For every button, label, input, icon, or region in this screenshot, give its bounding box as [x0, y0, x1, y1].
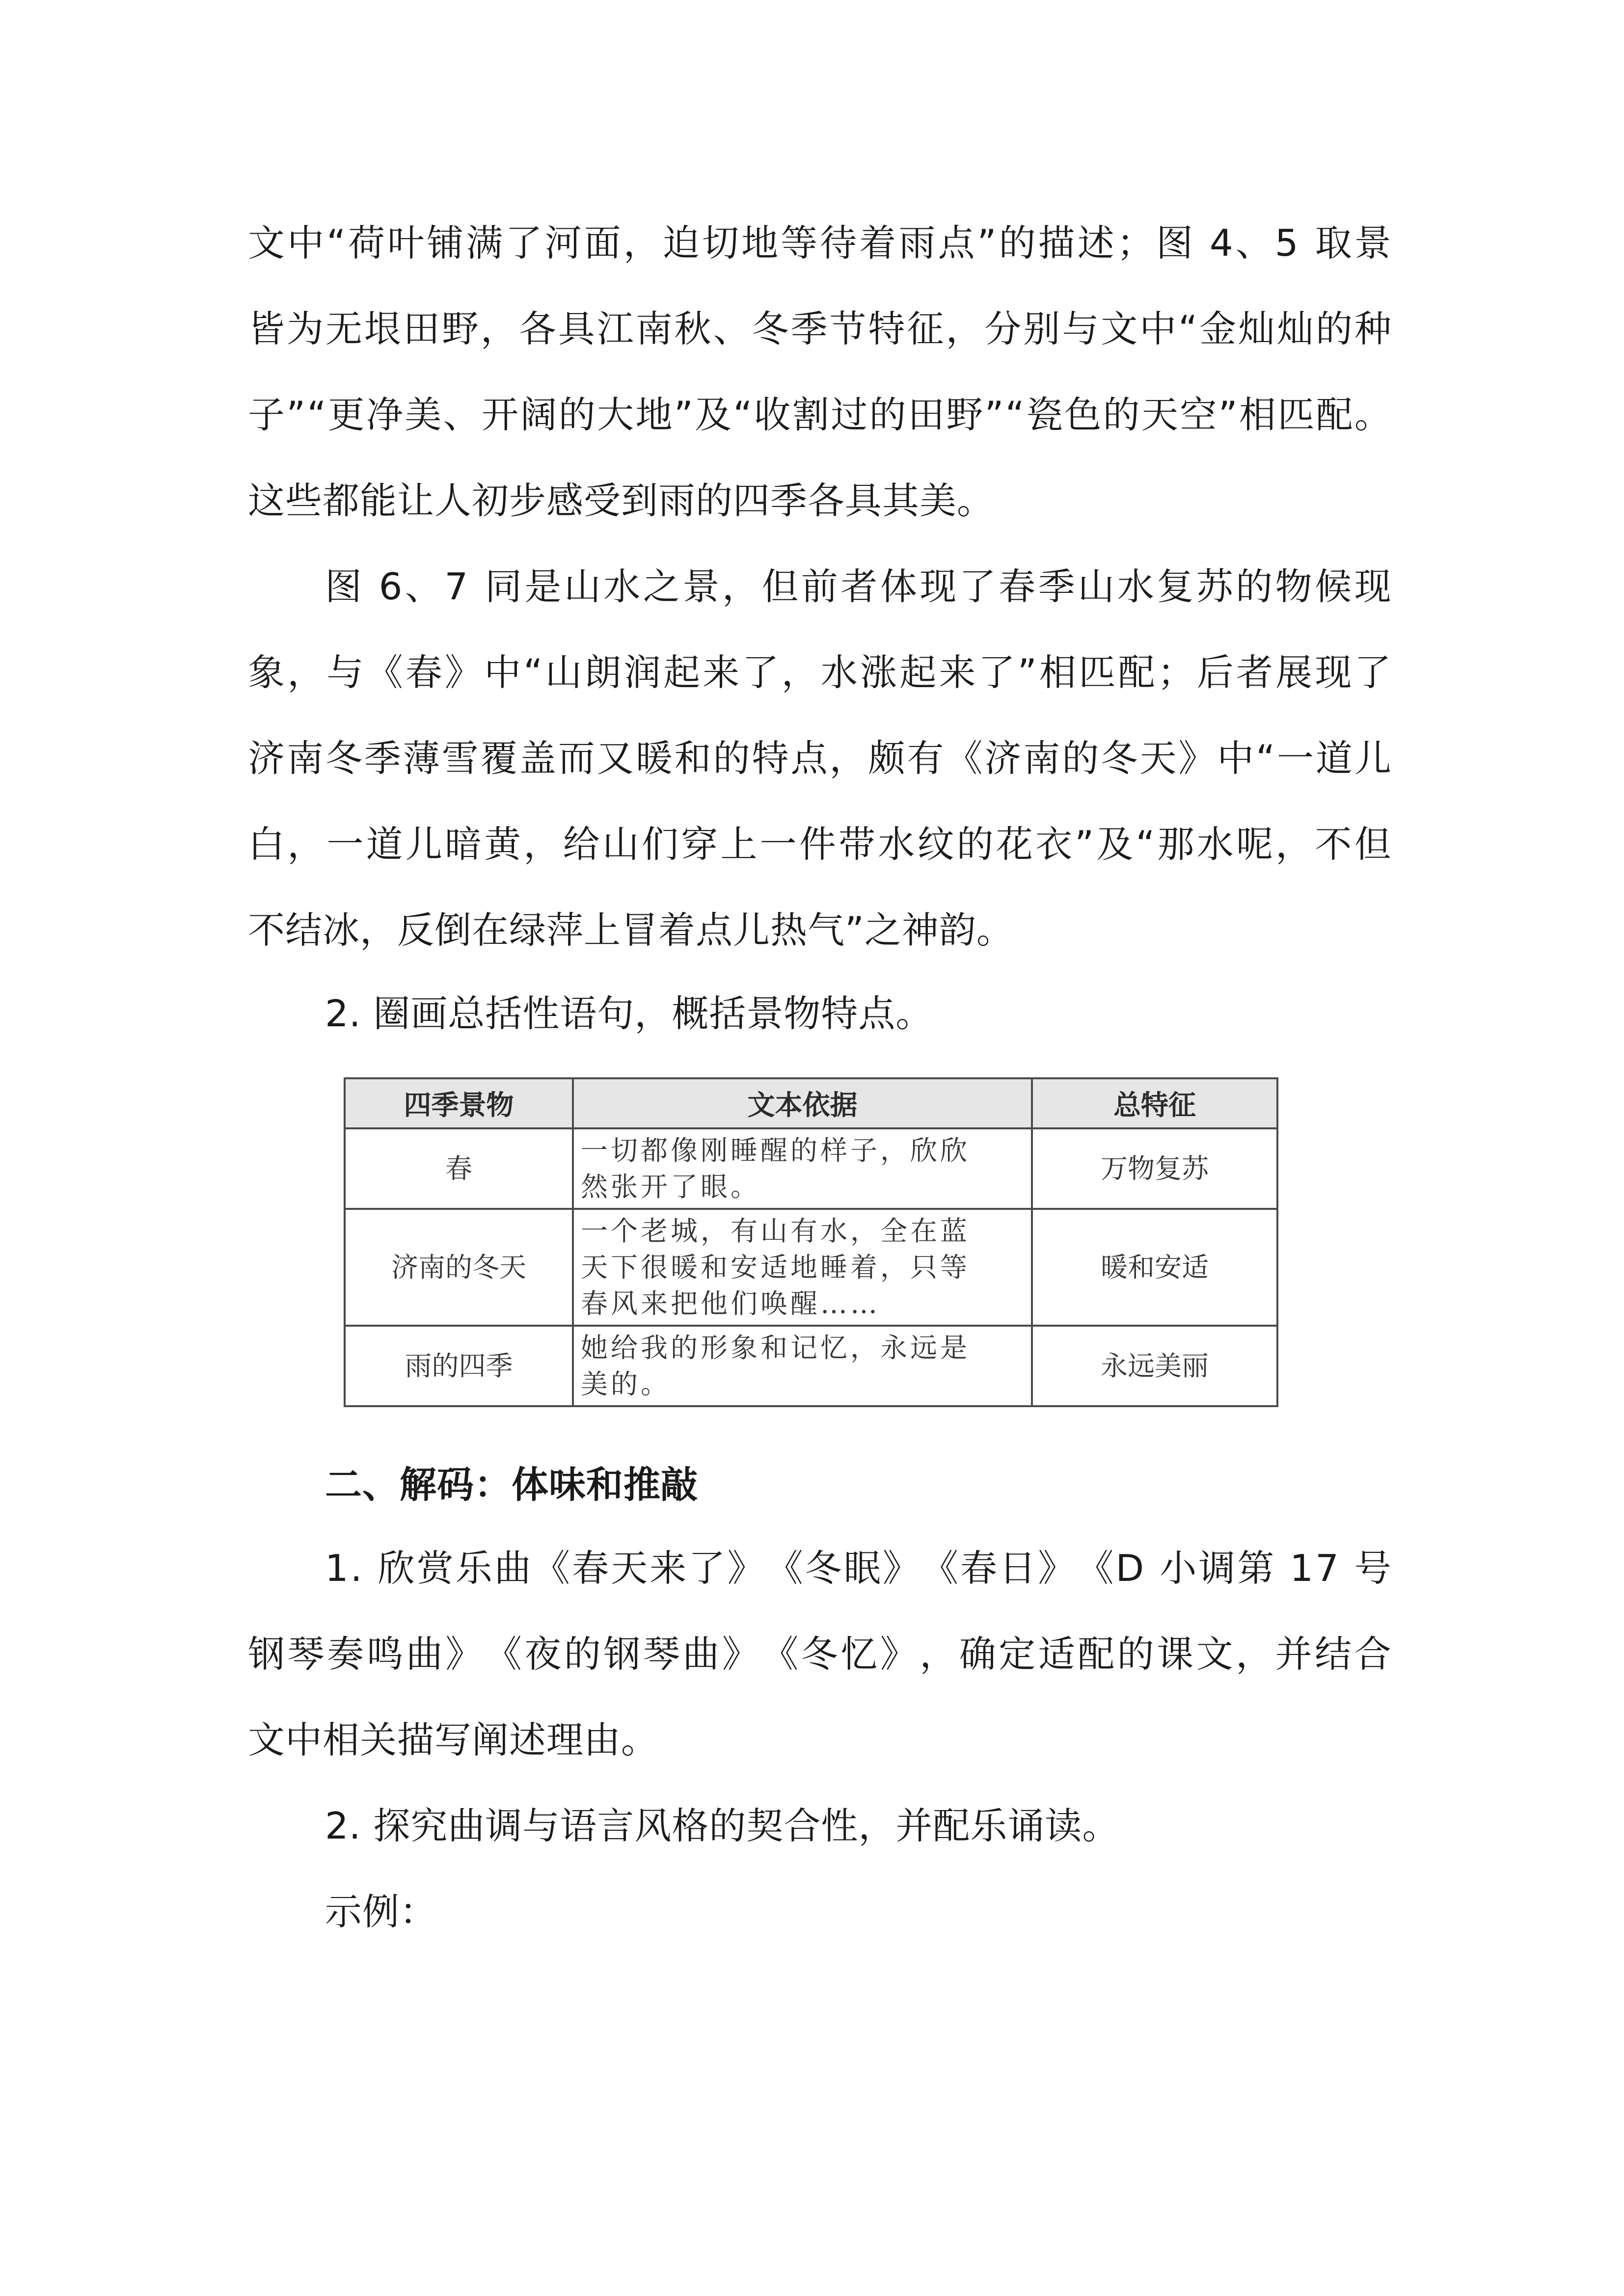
table-header-row: [345, 1078, 1277, 1128]
table-row: [345, 1326, 1277, 1406]
table-row: [345, 1209, 1277, 1326]
table-cell-evidence: [573, 1128, 1032, 1209]
example-label: 示例：: [325, 1890, 437, 1933]
evidence-line: 春风来把他们唤醒……: [581, 1288, 881, 1319]
evidence-line: 天下很暖和安适地睡着，只等: [581, 1252, 971, 1283]
table-header-evidence: 文本依据: [573, 1078, 1032, 1128]
paragraph-line: 象 ， 与 《 春 》 中 “ 山 朗 润 起 来 了 ， 水 涨 起 来 了 ” 相 匹 配 ； 后 者 展 现 了: [248, 651, 1392, 694]
list-item-heading: 2. 圈画总括性语句，概括景物特点。: [325, 992, 933, 1035]
paragraph-line: 这些都能让人初步感受到雨的四季各具其美。: [248, 479, 995, 522]
paragraph-line: 不结冰，反倒在绿萍上冒着点儿热气”之神韵。: [248, 908, 1014, 952]
paragraph-line: 图 6 、 7 同 是 山 水 之 景 ， 但 前 者 体 现 了 春 季 山 水 复 苏 的 物 候 现: [325, 565, 1392, 608]
evidence-line: 然张开了眼。: [581, 1171, 761, 1202]
table-header-feature: 总特征: [1032, 1078, 1277, 1128]
scenery-feature-table: [344, 1077, 1278, 1407]
paragraph-line: 济 南 冬 季 薄 雪 覆 盖 而 又 暖 和 的 特 点 ， 颇 有 《 济 南 的 冬 天 》 中 “ 一 道 儿: [248, 737, 1392, 780]
table-cell-scene: 雨的四季: [345, 1326, 573, 1406]
table-cell-scene: 春: [345, 1128, 573, 1209]
paragraph-line: 1 . 欣 赏 乐 曲 《 春 天 来 了 》 《 冬 眠 》 《 春 日 》 《 D 小 调 第 1 7 号: [325, 1547, 1392, 1590]
paragraph-line: 文 中 “ 荷 叶 铺 满 了 河 面 ， 迫 切 地 等 待 着 雨 点 ” 的 描 述 ； 图 4 、 5 取 景: [248, 221, 1392, 265]
table-cell-evidence: [573, 1209, 1032, 1326]
paragraph-line: 钢 琴 奏 鸣 曲 》 《 夜 的 钢 琴 曲 》 《 冬 忆 》 ， 确 定 适 配 的 课 文 ， 并 结 合: [248, 1632, 1392, 1676]
evidence-line: 美的。: [581, 1368, 671, 1400]
evidence-line: 一个老城，有山有水，全在蓝: [581, 1215, 971, 1247]
paragraph-line: 白 ， 一 道 儿 暗 黄 ， 给 山 们 穿 上 一 件 带 水 纹 的 花 衣 ” 及 “ 那 水 呢 ， 不 但: [248, 823, 1392, 866]
section-title: 二、解码：体味和推敲: [325, 1463, 699, 1506]
table-cell-feature: 永远美丽: [1032, 1326, 1277, 1406]
table-row: [345, 1128, 1277, 1209]
evidence-line: 一切都像刚睡醒的样子，欣欣: [581, 1135, 971, 1166]
paragraph-line: 文中相关描写阐述理由。: [248, 1718, 659, 1762]
table-header-scene: 四季景物: [345, 1078, 573, 1128]
table-cell-feature: 万物复苏: [1032, 1128, 1277, 1209]
paragraph-line: 皆 为 无 垠 田 野 ， 各 具 江 南 秋 、 冬 季 节 特 征 ， 分 别 与 文 中 “ 金 灿 灿 的 种: [248, 307, 1392, 350]
table-cell-feature: 暖和安适: [1032, 1209, 1277, 1326]
list-item: 2. 探究曲调与语言风格的契合性，并配乐诵读。: [325, 1804, 1120, 1847]
table-cell-evidence: [573, 1326, 1032, 1406]
paragraph-line: 子 ” “ 更 净 美 、 开 阔 的 大 地 ” 及 “ 收 割 过 的 田 野 ” “ 瓷 色 的 天 空 ” 相 匹 配 。: [248, 393, 1392, 436]
evidence-line: 她给我的形象和记忆，永远是: [581, 1332, 971, 1363]
table-cell-scene: 济南的冬天: [345, 1209, 573, 1326]
